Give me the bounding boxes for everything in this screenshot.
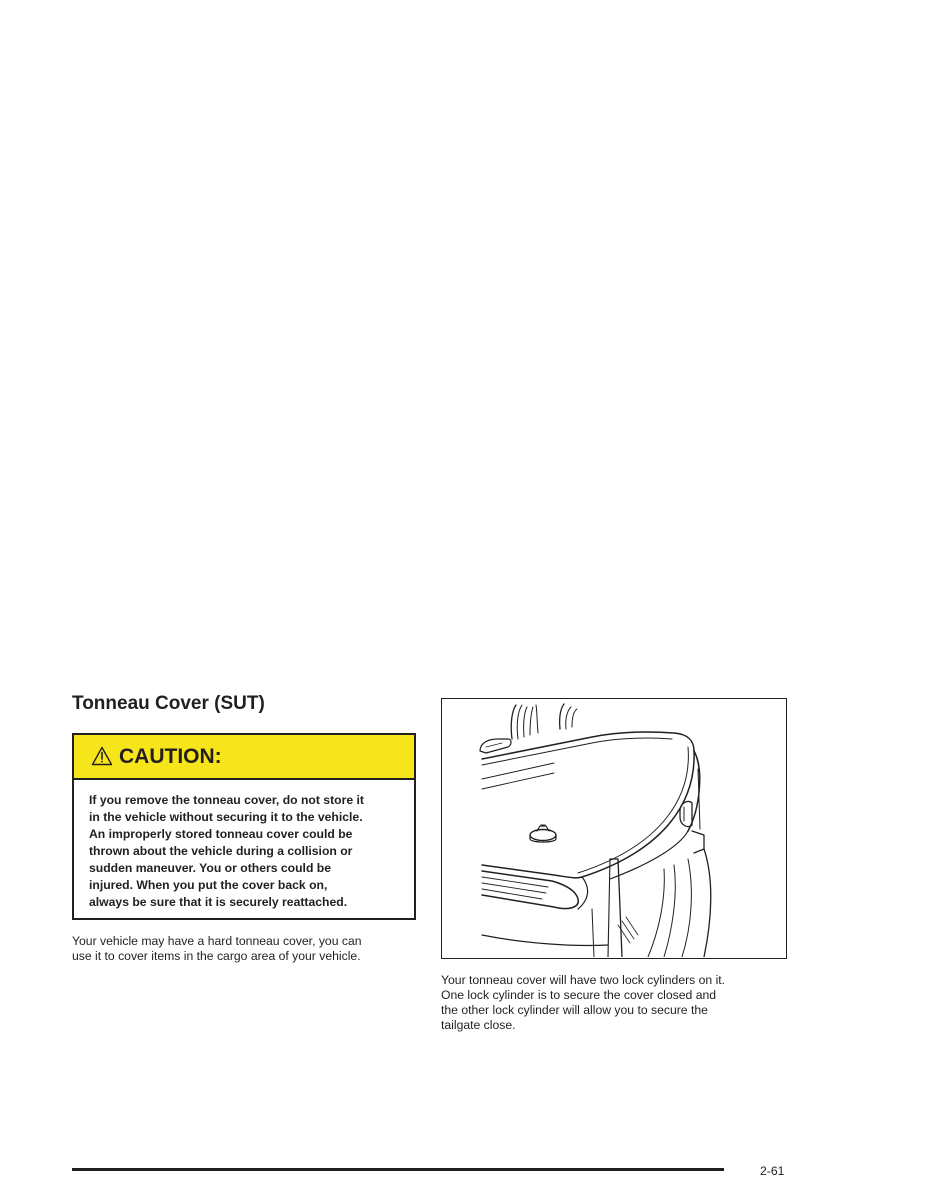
caution-title: CAUTION: bbox=[119, 744, 222, 768]
caution-box bbox=[72, 733, 416, 920]
intro-paragraph: Your vehicle may have a hard tonneau cover, you can use it to cover items in the cargo area of your vehicle. bbox=[72, 934, 362, 963]
caution-text: If you remove the tonneau cover, do not store it in the vehicle without securing it to the vehicle. An improperly stored tonneau cover could be thrown about the vehicle during a collision or sudden maneuver. You or others could be injured. When you put the cover back on, always be sure that it is securely reattached. bbox=[89, 793, 364, 909]
warning-triangle-icon bbox=[91, 746, 113, 766]
footer-rule bbox=[72, 1168, 724, 1171]
caution-header bbox=[74, 735, 414, 780]
lock-cylinder-paragraph: Your tonneau cover will have two lock cylinders on it. One lock cylinder is to secure the cover closed and the other lock cylinder will allow you to secure the tailgate close. bbox=[441, 973, 726, 1032]
tonneau-cover-illustration bbox=[441, 698, 787, 959]
section-title: Tonneau Cover (SUT) bbox=[72, 693, 265, 714]
page-number: 2-61 bbox=[760, 1164, 785, 1178]
